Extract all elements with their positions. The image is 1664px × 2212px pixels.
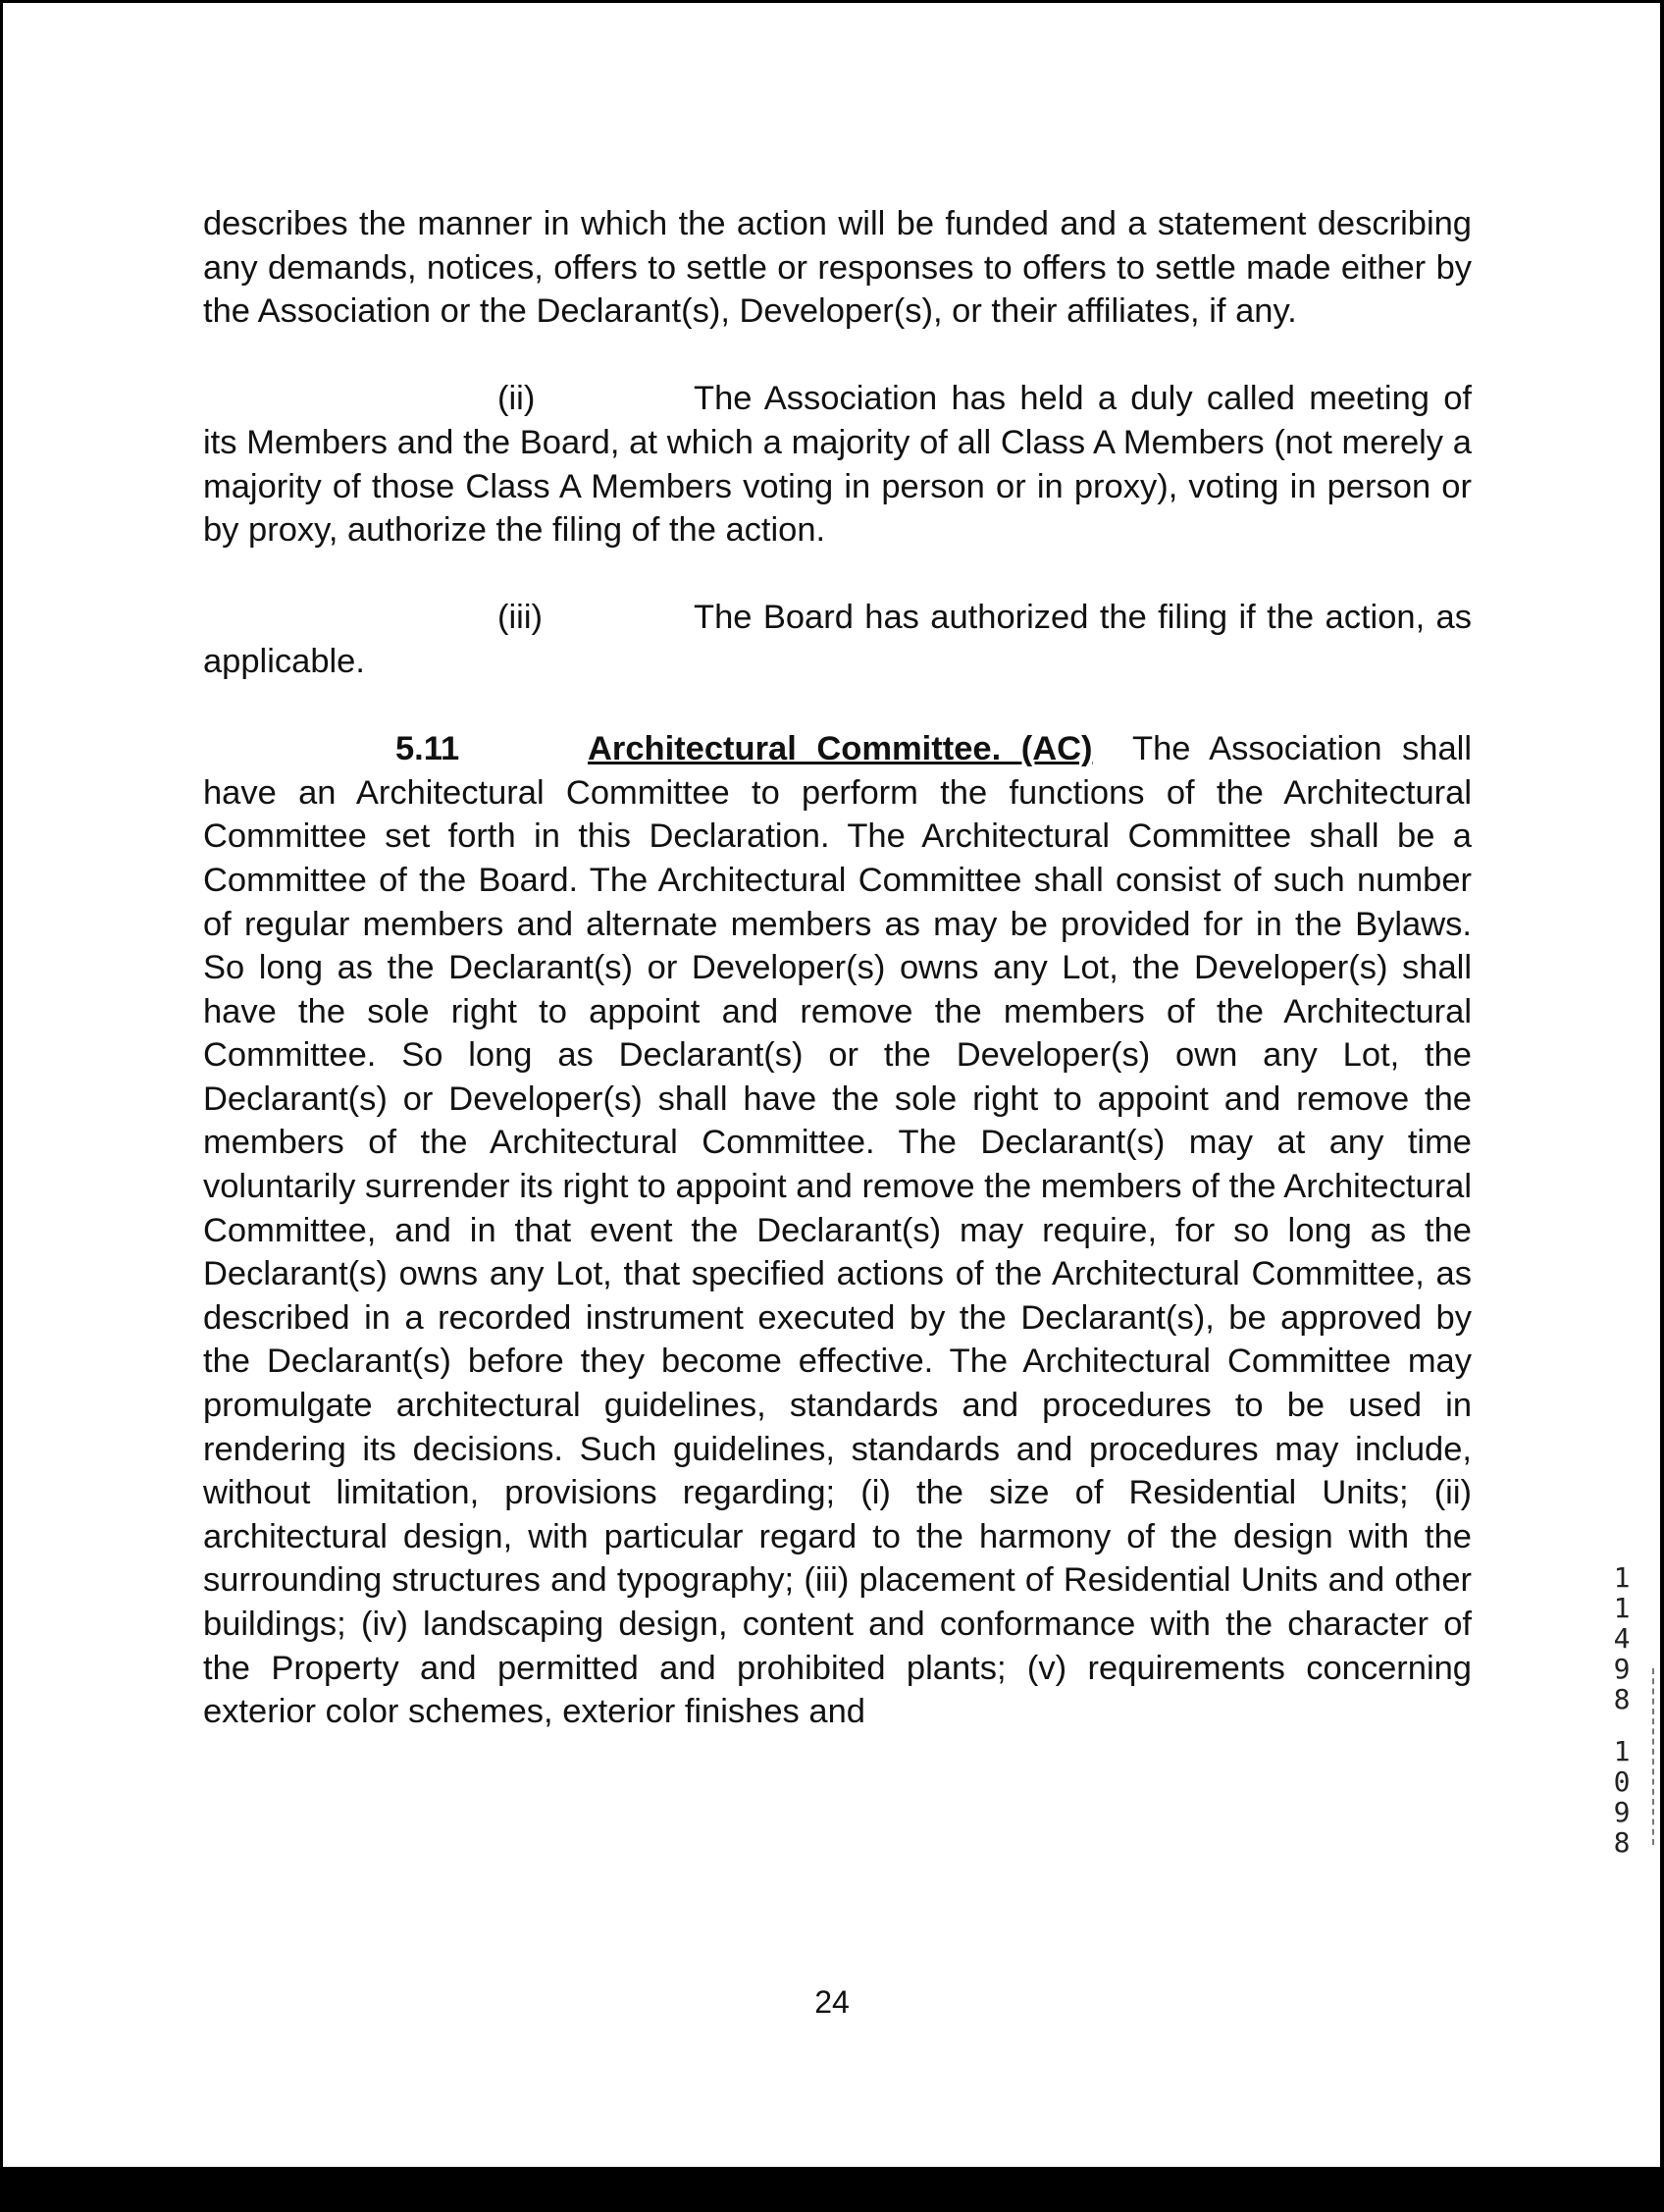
scan-edge-marks [1652, 1668, 1656, 1845]
scan-border-left [0, 0, 3, 2212]
section-number: 5.11 [395, 730, 460, 768]
doc-digit: 1 [1613, 1592, 1631, 1624]
doc-number-gap [1607, 1714, 1637, 1736]
page-number: 24 [814, 1984, 850, 2020]
doc-digit: 8 [1613, 1826, 1631, 1859]
item-ii-paragraph [203, 377, 1472, 552]
document-body [203, 202, 1472, 1734]
item-ii-number: (ii) [497, 380, 536, 418]
section-5-11-paragraph [203, 727, 1472, 1734]
doc-digit: 1 [1613, 1561, 1631, 1594]
item-iii-number: (iii) [497, 599, 543, 637]
paragraph-gap [203, 553, 1472, 597]
paragraph-gap [203, 334, 1472, 378]
doc-digit: 9 [1613, 1796, 1631, 1828]
scan-border-right [1660, 0, 1664, 2212]
scan-border-top [0, 0, 1664, 3]
item-iii-text: The Board has authorized the filing if the action, as applicable. [203, 599, 1472, 680]
section-title: Architectural Committee. (AC) [588, 730, 1093, 768]
doc-digit: 4 [1613, 1622, 1631, 1655]
item-ii-text: The Association has held a duly called meeting of its Members and the Board, at which a majority of all Class A Members (not merely a majority of those Class A Members voting in person or in proxy), voting in person or by proxy, authorize the filing of the action. [203, 380, 1472, 550]
continuation-paragraph: describes the manner in which the action will be funded and a statement describing any demands, notices, offers to settle or responses to offers to settle made either by the Association or the Declarant(s), Developer(s), or their affiliates, if any. [203, 205, 1472, 331]
scan-border-bottom [0, 2167, 1664, 2212]
margin-document-number [1607, 1562, 1637, 1858]
paragraph-gap [203, 684, 1472, 728]
section-text: The Association shall have an Architectural Committee to perform the functions of the Architectural Committee set forth in this Declaration. The Architectural Committee shall be a Committee of the Board. The Architectural Committee shall consist of such number of regular members and alternate members as may be provided for in the Bylaws. So long as the Declarant(s) or Developer(s) owns any Lot, the Developer(s) shall have the sole right to appoint and remove the members of the Architectural Committee. So long as Declarant(s) or the Developer(s) own any Lot, the Declarant(s) or Developer(s) shall have the sole right to appoint and remove the members of the Architectural Committee. The Declarant(s) may at any time voluntarily surrender its right to appoint and remove the members of the Architectural Committee, and in that event the Declarant(s) may require, for so long as the Declarant(s) owns any Lot, that specified actions of the Architectural Committee, as described in a recorded instrument executed by the Declarant(s), be approved by the Declarant(s) before they become effective. The Architectural Committee may promulgate architectural guidelines, standards and procedures to be used in rendering its decisions. Such guidelines, standards and procedures may include, without limitation, provisions regarding; (i) the size of Residential Units; (ii) architectural design, with particular regard to the harmony of the design with the surrounding structures and typography; (iii) placement of Residential Units and other buildings; (iv) landscaping design, content and conformance with the character of the Property and permitted and prohibited plants; (v) requirements concerning exterior color schemes, exterior finishes and [203, 730, 1472, 1731]
doc-digit: 1 [1613, 1735, 1631, 1767]
doc-digit: 9 [1613, 1653, 1631, 1685]
doc-digit: 0 [1613, 1765, 1631, 1798]
doc-digit: 8 [1613, 1683, 1631, 1715]
item-iii-paragraph [203, 596, 1472, 683]
